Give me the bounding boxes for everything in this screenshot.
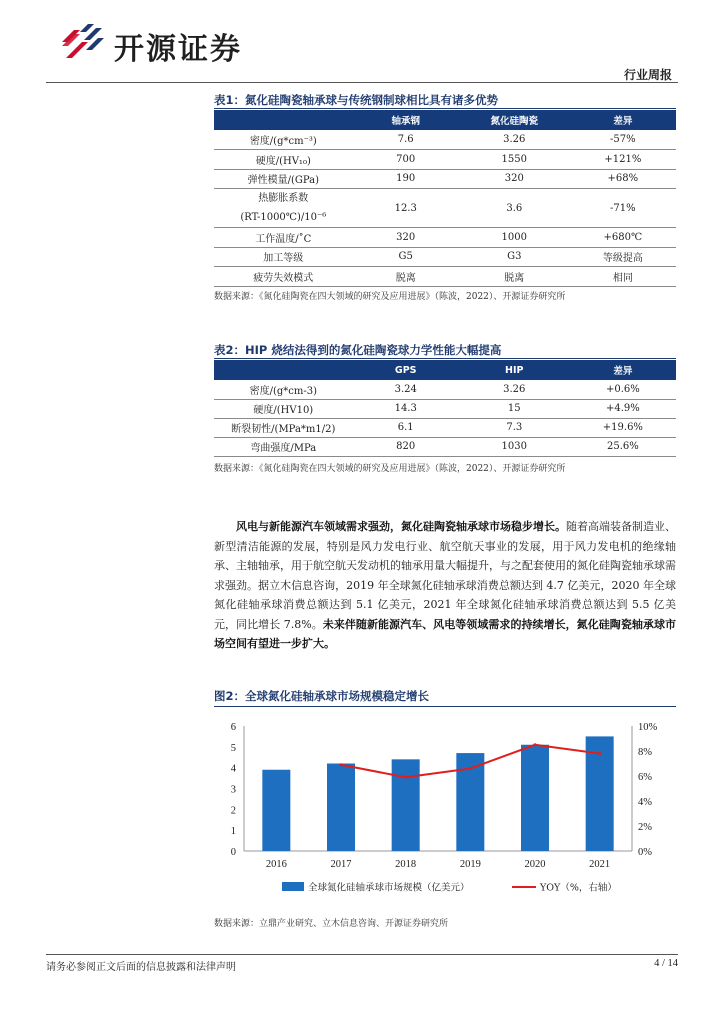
left-axis-tick-label: 4: [230, 763, 236, 775]
page-number: 4 / 14: [654, 958, 678, 969]
table1-col-header: 轴承钢: [353, 110, 459, 130]
cell: 190: [353, 169, 459, 189]
bar: [262, 770, 290, 851]
table-row: [214, 399, 676, 418]
bar: [392, 759, 420, 851]
table1-col-header: [214, 110, 353, 130]
footer-divider: [46, 954, 678, 955]
table-row: [214, 169, 676, 189]
cell: 相同: [570, 267, 676, 287]
body-paragraph: [214, 517, 676, 654]
yoy-point: [340, 763, 343, 766]
table1: [214, 110, 676, 287]
table-row: [214, 130, 676, 150]
table2-col-header: 差异: [570, 360, 676, 380]
table-row: [214, 228, 676, 248]
right-axis-tick-label: 0%: [638, 847, 652, 858]
left-axis-tick-label: 6: [230, 722, 236, 733]
table-row: [214, 267, 676, 287]
row-label: [214, 189, 353, 228]
figure-title-rule: [214, 706, 676, 707]
table-row: [214, 189, 676, 228]
row-label: 弯曲强度/MPa: [214, 437, 353, 456]
legend-bar-label: 全球氮化硅轴承球市场规模（亿美元）: [308, 882, 470, 894]
cell: 320: [353, 228, 459, 248]
table2-title: 表2：HIP 烧结法得到的氮化硅陶瓷球力学性能大幅提高: [214, 343, 502, 357]
cell: 脱离: [459, 267, 570, 287]
row-label: 硬度/(HV10): [214, 399, 353, 418]
yoy-point: [404, 776, 407, 779]
table2-col-header: [214, 360, 353, 380]
cell: 7.3: [459, 418, 570, 437]
yoy-point: [469, 767, 472, 770]
table2-source: 数据来源：《氮化硅陶瓷在四大领域的研究及应用进展》（陈波，2022）、开源证券研究所: [214, 464, 566, 474]
cell: 700: [353, 150, 459, 170]
table1-header-row: [214, 110, 676, 130]
cell: 820: [353, 437, 459, 456]
table1-title-rule: [214, 108, 676, 109]
table2-col-header: HIP: [459, 360, 570, 380]
table2-header-row: [214, 360, 676, 380]
x-axis-tick-label: 2019: [459, 859, 481, 870]
cell: 12.3: [353, 189, 459, 228]
cell: G3: [459, 247, 570, 267]
table2-title-rule: [214, 358, 676, 359]
paragraph-tail: 未来伴随新能源汽车、风电等领域需求的持续增长，氮化硅陶瓷轴承球市场空间有望进一步扩大。: [214, 617, 676, 650]
cell: +4.9%: [570, 399, 676, 418]
table-row: [214, 150, 676, 170]
x-axis-tick-label: 2017: [330, 859, 352, 870]
cell: +680℃: [570, 228, 676, 248]
row-label: 密度/(g*cm⁻³): [214, 130, 353, 150]
cell: 等级提高: [570, 247, 676, 267]
x-axis-tick-label: 2020: [524, 859, 546, 870]
cell: 25.6%: [570, 437, 676, 456]
x-axis-tick-label: 2016: [265, 859, 287, 870]
right-axis-tick-label: 4%: [638, 797, 652, 808]
cell: 1000: [459, 228, 570, 248]
cell: 14.3: [353, 399, 459, 418]
row-label: 工作温度/˚C: [214, 228, 353, 248]
left-axis-tick-label: 3: [230, 784, 236, 796]
bar: [327, 764, 355, 852]
document-type: 行业周报: [623, 68, 672, 82]
header-divider: [46, 82, 678, 83]
left-axis-tick-label: 1: [230, 826, 236, 838]
left-axis-tick-label: 5: [230, 742, 236, 754]
x-axis-tick-label: 2018: [395, 859, 417, 870]
paragraph-body: 随着高端装备制造业、新型清洁能源的发展，特别是风力发电行业、航空航天事业的发展，用于风力发电机的绝缘轴承、主轴轴承，用于航空航天发动机的轴承用量大幅提升，与之配套使用的氮化硅陶瓷轴承球需求强劲。据立木信息咨询，2019 年全球氮化硅轴承球消费总额达到 4.7 亿美元，2020 年全球氮化硅轴承球消费总额达到 5.1 亿美元，2021 年全球氮化硅轴承球消费总额达到 5.5 亿美元，同比增长 7.8%。: [214, 520, 676, 631]
row-label: 弹性模量/(GPa): [214, 169, 353, 189]
table2: [214, 360, 676, 457]
cell: +121%: [570, 150, 676, 170]
table-row: [214, 437, 676, 456]
row-label: 断裂韧性/(MPa*m1/2): [214, 418, 353, 437]
cell: 1550: [459, 150, 570, 170]
brand-name: 开源证券: [114, 32, 242, 67]
cell: 6.1: [353, 418, 459, 437]
brand-logo-mark-icon: [58, 22, 104, 62]
figure-source: 数据来源：立鼎产业研究、立木信息咨询、开源证券研究所: [214, 919, 449, 929]
cell: 320: [459, 169, 570, 189]
row-label-line: 热膨胀系数: [258, 193, 309, 204]
yoy-point: [534, 743, 537, 746]
row-label: 加工等级: [214, 247, 353, 267]
table1-title: 表1：氮化硅陶瓷轴承球与传统钢制球相比具有诸多优势: [214, 93, 498, 107]
x-axis-tick-label: 2021: [589, 859, 611, 870]
cell: 3.26: [459, 130, 570, 150]
right-axis-tick-label: 2%: [638, 822, 652, 833]
bar: [521, 745, 549, 851]
table2-col-header: GPS: [353, 360, 459, 380]
yoy-point: [598, 752, 601, 755]
cell: -71%: [570, 189, 676, 228]
cell: 1030: [459, 437, 570, 456]
cell: 脱离: [353, 267, 459, 287]
row-label-line: (RT-1000℃)/10⁻⁶: [240, 212, 327, 223]
right-axis-tick-label: 6%: [638, 772, 652, 783]
legend-bar-swatch: [282, 882, 304, 891]
cell: G5: [353, 247, 459, 267]
cell: 3.6: [459, 189, 570, 228]
table1-source: 数据来源：《氮化硅陶瓷在四大领域的研究及应用进展》（陈波，2022）、开源证券研究所: [214, 292, 566, 302]
table1-col-header: 差异: [570, 110, 676, 130]
legend-line-label: YOY（%，右轴）: [540, 882, 617, 894]
figure-title: 图2：全球氮化硅轴承球市场规模稳定增长: [214, 689, 429, 703]
right-axis-tick-label: 8%: [638, 747, 652, 758]
paragraph-lead: 风电与新能源汽车领域需求强劲，氮化硅陶瓷轴承球市场稳步增长。: [236, 520, 566, 533]
cell: +0.6%: [570, 380, 676, 399]
cell: -57%: [570, 130, 676, 150]
brand-logo: [58, 22, 288, 67]
left-axis-tick-label: 0: [230, 847, 236, 858]
cell: 3.24: [353, 380, 459, 399]
row-label: 疲劳失效模式: [214, 267, 353, 287]
cell: +19.6%: [570, 418, 676, 437]
table-row: [214, 247, 676, 267]
cell: 7.6: [353, 130, 459, 150]
cell: 3.26: [459, 380, 570, 399]
footer-disclaimer: 请务必参阅正文后面的信息披露和法律声明: [46, 962, 236, 973]
row-label: 密度/(g*cm-3): [214, 380, 353, 399]
table-row: [214, 418, 676, 437]
table-row: [214, 380, 676, 399]
right-axis-tick-label: 10%: [638, 722, 658, 733]
row-label: 硬度/(HV₁₀): [214, 150, 353, 170]
market-size-chart: [214, 712, 676, 908]
left-axis-tick-label: 2: [230, 805, 236, 817]
cell: +68%: [570, 169, 676, 189]
cell: 15: [459, 399, 570, 418]
table1-col-header: 氮化硅陶瓷: [459, 110, 570, 130]
